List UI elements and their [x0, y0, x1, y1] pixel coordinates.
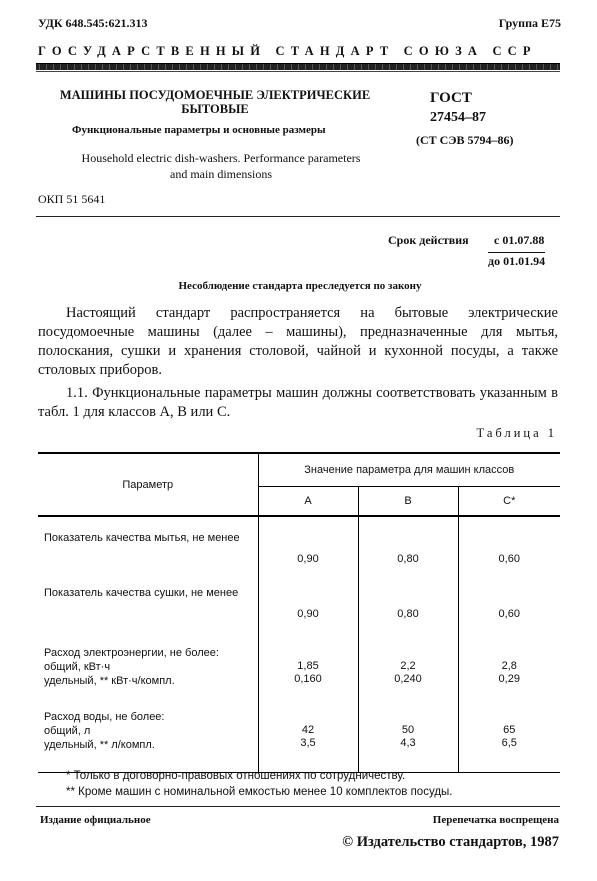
value-text: 6,5 — [501, 737, 517, 749]
footnotes — [66, 768, 453, 800]
param-text: удельный, ** л/компл. — [44, 739, 155, 751]
edition-label: Издание официальное — [40, 814, 151, 826]
param-text: общий, л — [44, 725, 91, 737]
reprint-notice: Перепечатка воспрещена — [432, 814, 559, 826]
value-cell — [258, 694, 358, 772]
value-text: 1,85 — [297, 660, 319, 672]
table-row — [38, 516, 560, 572]
value-text: 0,80 — [397, 608, 419, 620]
value-cell — [358, 516, 458, 572]
clause-1-1-paragraph: 1.1. Функциональные параметры машин должны соответствовать указанным в табл. 1 для классов А, В или С. — [38, 385, 558, 420]
validity-from: с 01.07.88 — [494, 233, 545, 247]
param-text: Расход воды, не более: — [44, 711, 165, 723]
intro-paragraph: Настоящий стандарт распространяется на бытовые электрические посудомоечные машины (далее – машины), предназначенные для мытья, полоскания, сушки и хранения столовой, чайной и кухонной посуды, а также столовых приборов. — [38, 305, 558, 378]
header-rule — [36, 63, 560, 70]
title-line-1: МАШИНЫ ПОСУДОМОЕЧНЫЕ ЭЛЕКТРИЧЕСКИЕ — [59, 88, 371, 102]
param-text: Показатель качества сушки, не менее — [44, 587, 239, 599]
header-class-b: В — [358, 487, 458, 517]
value-cell — [458, 516, 560, 572]
value-cell — [258, 572, 358, 630]
title-line-2: БЫТОВЫЕ — [181, 102, 249, 116]
parameters-table — [38, 452, 560, 773]
gost-label: ГОСТ — [430, 90, 472, 106]
title-en-line-2: and main dimensions — [170, 167, 272, 181]
header-rule-thin — [36, 71, 560, 72]
st-sev-number: (СТ СЭВ 5794–86) — [416, 133, 514, 147]
value-cell — [458, 630, 560, 694]
footer-rule — [36, 806, 560, 807]
param-cell — [38, 630, 258, 694]
value-cell — [358, 572, 458, 630]
value-cell — [258, 630, 358, 694]
value-text: 0,90 — [297, 553, 319, 565]
value-text: 42 — [301, 724, 315, 736]
value-text: 0,80 — [397, 553, 419, 565]
footnote-2: ** Кроме машин с номинальной емкостью менее 10 комплектов посуды. — [66, 786, 453, 798]
validity-label: Срок действия — [388, 233, 469, 247]
param-text: Расход электроэнергии, не более: — [44, 647, 219, 659]
param-cell — [38, 572, 258, 630]
state-standard-heading: ГОСУДАРСТВЕННЫЙ СТАНДАРТ СОЮЗА ССР — [38, 44, 537, 58]
header-parameter: Параметр — [122, 478, 174, 491]
value-cell — [458, 572, 560, 630]
validity-to: до 01.01.94 — [488, 254, 546, 268]
value-text: 2,8 — [501, 660, 517, 672]
param-text: общий, кВт·ч — [44, 661, 111, 673]
copyright: © Издательство стандартов, 1987 — [342, 834, 559, 850]
document-title-ru — [56, 88, 374, 116]
document-subtitle-ru: Функциональные параметры и основные размеры — [72, 124, 326, 136]
udk-code: УДК 648.545:621.313 — [38, 16, 148, 30]
law-notice: Несоблюдение стандарта преследуется по закону — [178, 280, 422, 292]
title-divider — [36, 216, 560, 217]
value-text: 65 — [503, 724, 516, 736]
param-cell — [38, 694, 258, 772]
value-cell — [458, 694, 560, 772]
table-row — [38, 572, 560, 630]
group-code: Группа Е75 — [498, 16, 561, 30]
value-text: 50 — [401, 724, 415, 736]
value-text: 4,3 — [400, 737, 416, 749]
value-cell — [358, 630, 458, 694]
value-text: 3,5 — [300, 737, 316, 749]
table-row — [38, 630, 560, 694]
value-text: 0,90 — [297, 608, 319, 620]
header-class-a: А — [258, 487, 358, 517]
table-caption: Таблица 1 — [476, 426, 557, 440]
header-values: Значение параметра для машин классов — [258, 453, 560, 487]
gost-number: 27454–87 — [430, 110, 486, 125]
footnote-1: * Только в договорно-правовых отношениях по сотрудничеству. — [66, 770, 406, 782]
okp-code: ОКП 51 5641 — [38, 192, 106, 206]
value-text: 2,2 — [400, 660, 416, 672]
table-row — [38, 694, 560, 772]
value-text: 0,240 — [394, 673, 422, 685]
value-text: 0,29 — [498, 673, 520, 685]
value-text: 0,60 — [498, 553, 520, 565]
value-cell — [358, 694, 458, 772]
param-cell — [38, 516, 258, 572]
param-text: удельный, ** кВт·ч/компл. — [44, 675, 175, 687]
value-text: 0,160 — [294, 673, 322, 685]
value-cell — [258, 516, 358, 572]
title-en-line-1: Household electric dish-washers. Performance parameters — [81, 151, 361, 165]
document-title-en — [56, 150, 386, 182]
header-class-c: С* — [458, 487, 560, 517]
param-text: Показатель качества мытья, не менее — [44, 532, 240, 544]
value-text: 0,60 — [498, 608, 520, 620]
